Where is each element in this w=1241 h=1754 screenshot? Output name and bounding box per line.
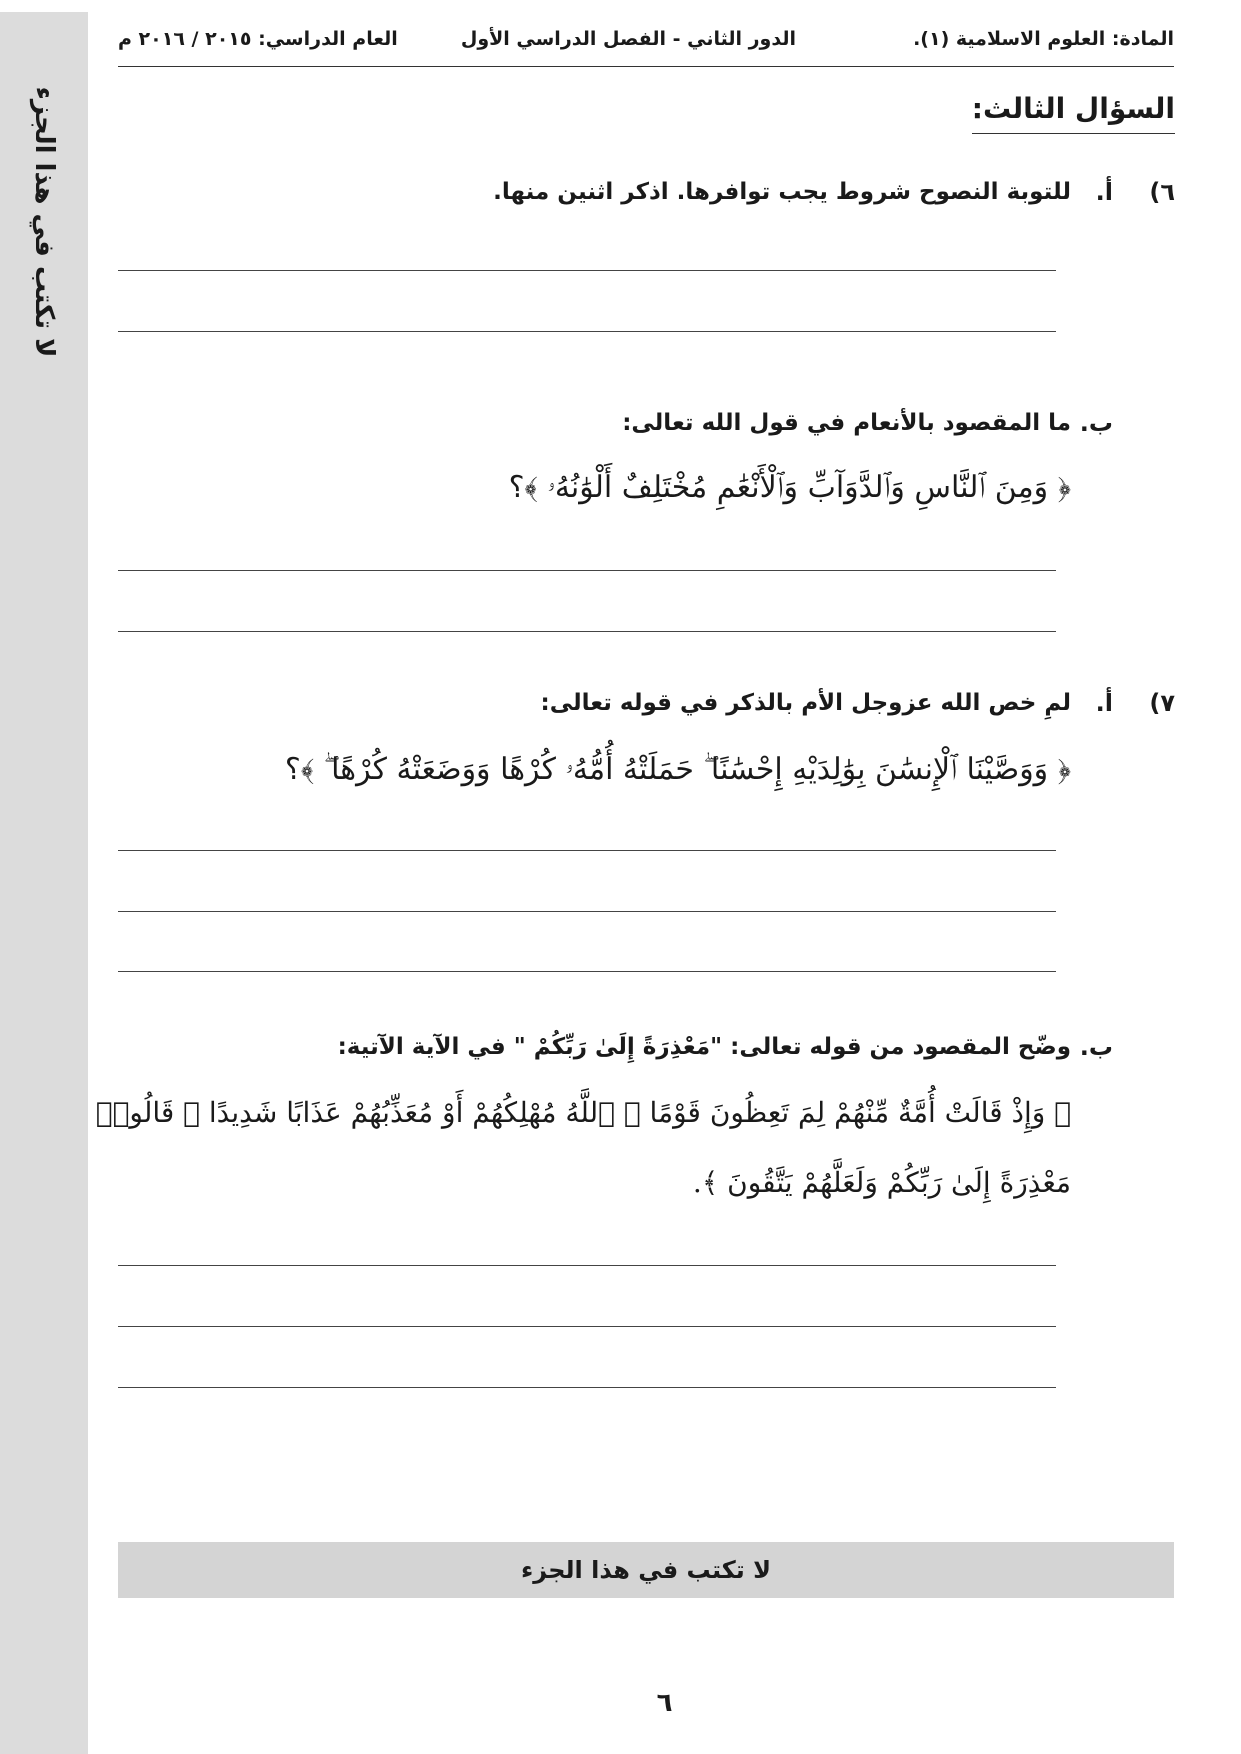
- answer-line: [118, 1387, 1056, 1388]
- header-subject: المادة: العلوم الاسلامية (١).: [913, 28, 1174, 50]
- question-title: السؤال الثالث:: [972, 92, 1175, 134]
- q7-a-text: لمِ خص الله عزوجل الأم بالذكر في قوله تعالى:: [540, 690, 1071, 716]
- margin-warning-text: لا تكتب في هذا الجزء: [29, 86, 59, 358]
- q6-b-letter: ب.: [1079, 409, 1113, 437]
- q7-b-letter: ب.: [1079, 1033, 1113, 1061]
- answer-line: [118, 331, 1056, 332]
- answer-line: [118, 850, 1056, 851]
- answer-line: [118, 1265, 1056, 1266]
- answer-line: [118, 911, 1056, 912]
- header-round: الدور الثاني - الفصل الدراسي الأول: [460, 28, 796, 50]
- left-margin-strip: [0, 12, 88, 1754]
- answer-line: [118, 270, 1056, 271]
- footer-warning-bar: لا تكتب في هذا الجزء: [118, 1542, 1174, 1598]
- q7-b-text: وضّح المقصود من قوله تعالى: "مَعْذِرَةً إِلَىٰ رَبِّكُمْ " في الآية الآتية:: [337, 1034, 1071, 1060]
- q7-b-verse-line1: ﴿ وَإِذْ قَالَتْ أُمَّةٌ مِّنْهُمْ لِمَ تَعِظُونَ قَوْمًا ۙ ٱللَّهُ مُهْلِكُهُمْ أَوْ مُعَذِّبُهُمْ عَذَابًا شَدِيدًا ۖ قَالُوا۟: [95, 1096, 1071, 1129]
- answer-line: [118, 971, 1056, 972]
- answer-line: [118, 1326, 1056, 1327]
- q7-a-verse: ﴿ وَوَصَّيْنَا ٱلْإِنسَٰنَ بِوَٰلِدَيْهِ إِحْسَٰنًا ۖ حَمَلَتْهُ أُمُّهُۥ كُرْهًا وَوَضَعَتْهُ كُرْهًا ۖ ﴾؟: [284, 752, 1071, 787]
- q6-a-text: للتوبة النصوح شروط يجب توافرها. اذكر اثنين منها.: [493, 179, 1071, 205]
- answer-line: [118, 570, 1056, 571]
- answer-line: [118, 631, 1056, 632]
- header-year: العام الدراسي: ٢٠١٥ / ٢٠١٦ م: [118, 28, 398, 50]
- page-number: ٦: [656, 1688, 673, 1718]
- q6-b-verse: ﴿ وَمِنَ ٱلنَّاسِ وَٱلدَّوَآبِّ وَٱلْأَنْعَٰمِ مُخْتَلِفٌ أَلْوَٰنُهُۥ ﴾؟: [508, 470, 1071, 505]
- question-number-6: ٦): [1149, 178, 1175, 206]
- question-number-7: ٧): [1149, 689, 1175, 717]
- q6-a-letter: أ.: [1095, 178, 1113, 206]
- q6-b-text: ما المقصود بالأنعام في قول الله تعالى:: [622, 410, 1071, 436]
- q7-a-letter: أ.: [1095, 689, 1113, 717]
- q7-b-verse-line2: مَعْذِرَةً إِلَىٰ رَبِّكُمْ وَلَعَلَّهُمْ يَتَّقُونَ ﴾.: [692, 1166, 1071, 1199]
- page-header: [118, 22, 1174, 67]
